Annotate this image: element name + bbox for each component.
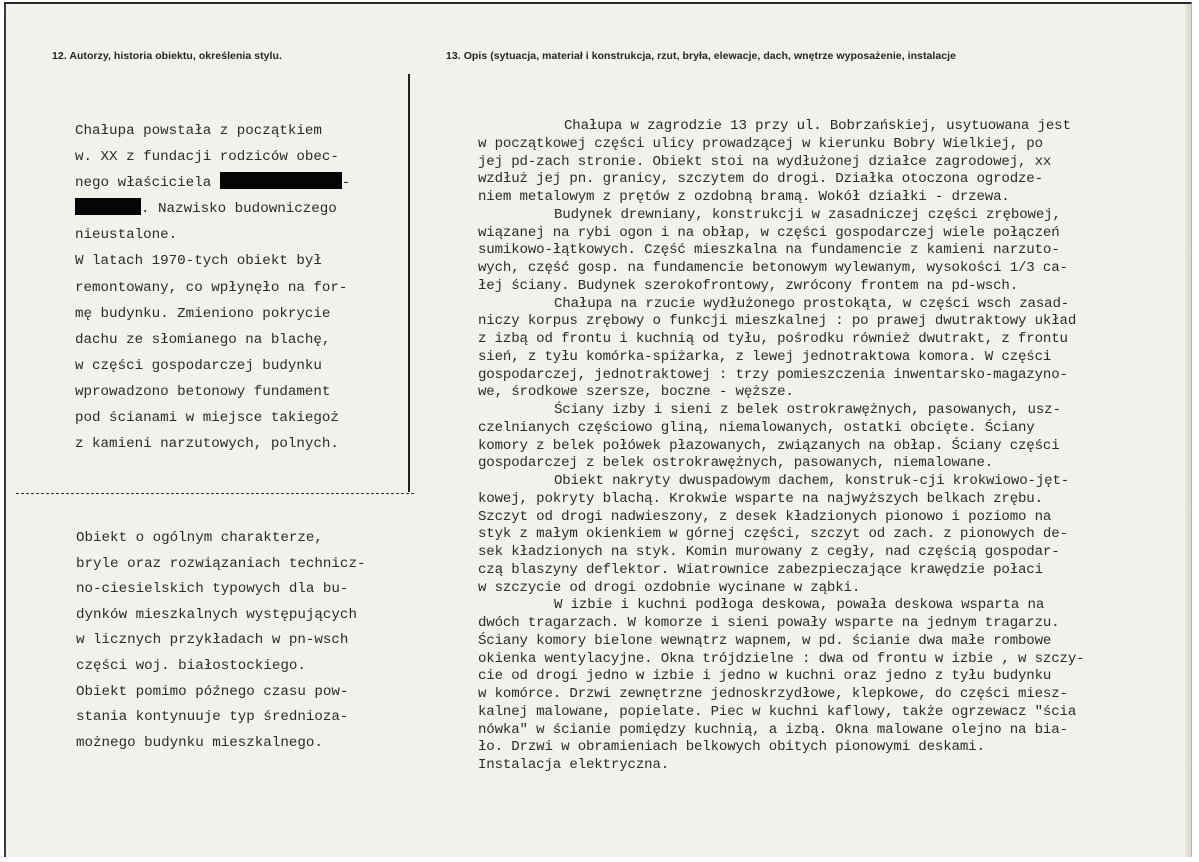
text-line: Instalacja elektryczna.	[478, 757, 670, 773]
text-line	[478, 118, 1084, 136]
text-line: sień, z tyłu komórka-spiżarka, z lewej jednotraktowa komora. W części	[478, 348, 1052, 365]
text-line: bryle oraz rozwiązaniach technicz-	[76, 555, 366, 572]
text-fragment: -	[341, 175, 351, 192]
text-line: cie od drogi jedno w izbie i jedno w kuchni oraz jedno z tyłu budynku	[478, 668, 1052, 685]
text-line: wzdłuż jej pn. granicy, szczytem do drogi. Działka otoczona ogrodze-	[478, 171, 1043, 188]
style-text	[76, 526, 365, 756]
text-line	[478, 473, 1084, 491]
text-fragment: . Nazwisko budowniczego	[141, 201, 337, 218]
text-line: ło. Drzwi w obramieniach belkowych obitych pionowymi deskami.	[478, 739, 985, 756]
text-fragment: Chałupa w zagrodzie 13 przy ul. Bobrzańskiej, usytuowana jest	[564, 118, 1071, 134]
text-line: w początkowej części ulicy prowadzącej w kierunku Bobry Wielkiej, po	[478, 135, 1043, 152]
text-line: dwóch tragarzach. W komorze i sieni powały wsparte na jednym tragarzu.	[478, 615, 1060, 631]
text-line: niem metalowym z prętów z ozdobną bramą. Wokół działki - drzewa.	[478, 189, 1010, 205]
text-line: sumikowo-łątkowych. Część mieszkalna na fundamencie z kamieni narzuto-	[478, 242, 1060, 259]
text-line: Szczyt od drogi nadwieszony, z desek kładzionych pionowo i poziomo na	[478, 508, 1052, 525]
text-line: remontowany, co wpłynęło na for-	[75, 279, 348, 296]
text-line	[478, 296, 1084, 314]
text-line: w szczycie od drogi ozdobnie wycinane w ząbki.	[478, 579, 861, 596]
text-line: Obiekt pomimo późnego czasu pow-	[76, 683, 349, 700]
text-line: czelnianych częściowo gliną, niemalowanych, ostatki obcięte. Ściany	[478, 419, 1035, 436]
text-line: mę budynku. Zmieniono pokrycie	[75, 305, 331, 322]
text-line: kowej, pokryty blachą. Krokwie wsparte na najwyższych belkach zrębu.	[478, 490, 1043, 507]
column-divider	[408, 74, 410, 492]
text-line: stania kontynuuje typ średnioza-	[76, 709, 349, 726]
text-line: w. XX z fundacji rodziców obec-	[75, 149, 339, 166]
text-fragment: Obiekt nakryty dwuspadowym dachem, konstruk-cji krokwiowo-jęt-	[554, 473, 1070, 489]
text-line: Chałupa powstała z początkiem	[75, 123, 322, 139]
text-fragment: nego właściciela	[75, 175, 220, 192]
text-line: wiązanej na rybi ogon i na obłap, w części gospodarczej wiele połączeń	[478, 224, 1060, 241]
text-line: wprowadzono betonowy fundament	[75, 383, 331, 400]
text-line: gospodarczej z belek ostrokrawężnych, pasowanych, niemalowane.	[478, 455, 994, 472]
form-sheet	[4, 2, 1192, 857]
text-line: dynków mieszkalnych występujących	[76, 606, 357, 623]
text-line: Ściany komory bielone wewnątrz wapnem, w pd. ścianie dwa małe rombowe	[478, 632, 1052, 649]
text-line: we, środkowe szersze, boczne - węższe.	[478, 384, 794, 401]
text-line	[478, 207, 1084, 225]
text-line: możnego budynku mieszkalnego.	[76, 734, 323, 751]
text-line	[478, 597, 1084, 615]
text-line: czą blaszyny deflektor. Wiatrownice zabezpieczające krawędzie połaci	[478, 561, 1043, 578]
text-line: W latach 1970-tych obiekt był	[75, 253, 322, 270]
text-line: łej ściany. Budynek szerokofrontowy, zwrócony frontem na pd-wsch.	[478, 277, 1018, 294]
text-line: Obiekt o ogólnym charakterze,	[76, 530, 323, 546]
text-line: z kamieni narzutowych, polnych.	[75, 436, 339, 453]
text-line: sek kładzionych na styk. Komin murowany z cegły, nad częścią gospodar-	[478, 544, 1060, 560]
text-fragment: W izbie i kuchni podłoga deskowa, powała deskowa wsparta na	[554, 597, 1045, 614]
text-line: w części gospodarczej budynku	[75, 357, 322, 374]
text-line: gospodarczej, jednotraktowej : trzy pomieszczenia inwentarsko-magazyno-	[478, 366, 1068, 383]
text-line: w komórce. Drzwi zewnętrzne jednoskrzydłowe, klepkowe, do części miesz-	[478, 686, 1068, 702]
text-fragment: Chałupa na rzucie wydłużonego prostokąta, w części wsch zasad-	[554, 295, 1070, 312]
text-line	[75, 196, 350, 222]
text-line: dachu ze słomianego na blachę,	[75, 331, 331, 348]
text-line: z izbą od frontu i kuchnią od tyłu, pośrodku również dwutrakt, z frontu	[478, 331, 1068, 347]
text-line: no-ciesielskich typowych dla bu-	[76, 581, 349, 598]
text-line: jej pd-zach stronie. Obiekt stoi na wydłużonej działce zagrodowej, xx	[478, 153, 1052, 170]
text-line: nieustalone.	[75, 227, 178, 244]
text-line: niczy korpus zrębowy o funkcji mieszkalnej : po prawej dwutraktowy układ	[478, 313, 1077, 330]
left-section-divider	[16, 493, 414, 494]
text-line: wych, część gosp. na fundamencie betonowym wylewanym, wysokości 1/3 ca-	[478, 260, 1068, 276]
text-line: komory z belek połówek płazowanych, związanych na obłap. Ściany części	[478, 437, 1060, 454]
description-text	[478, 118, 1084, 775]
text-line	[75, 170, 350, 196]
section-13-heading: 13. Opis (sytuacja, materiał i konstrukcja, rzut, bryła, elewacje, dach, wnętrze wyposażenie, instalacje	[446, 50, 956, 62]
text-line: kalnej malowane, popielate. Piec w kuchni kaflowy, także ogrzewacz "ścia	[478, 703, 1077, 720]
page-edge	[1185, 4, 1191, 857]
text-line: styk z małym okienkiem w górnej części, szczyt od zach. z pionowych de-	[478, 526, 1068, 543]
section-12-heading: 12. Autorzy, historia obiektu, określenia stylu.	[52, 50, 282, 62]
redaction-bar	[75, 198, 141, 215]
text-line: nówka" w ścianie pomiędzy kuchnią, a izbą. Okna malowane olejno na bia-	[478, 721, 1068, 738]
redaction-bar	[220, 172, 342, 189]
text-line: części woj. białostockiego.	[76, 657, 306, 674]
history-text	[75, 118, 350, 457]
text-fragment: Ściany izby i sieni z belek ostrokrawężnych, pasowanych, usz-	[554, 402, 1061, 418]
text-line: okienka wentylacyjne. Okna trójdzielne : dwa od frontu w izbie , w szczy-	[478, 650, 1085, 667]
text-line: w licznych przykładach w pn-wsch	[76, 632, 349, 649]
text-line: pod ścianami w miejsce takiegoż	[75, 410, 339, 427]
text-fragment: Budynek drewniany, konstrukcji w zasadniczej części zrębowej,	[554, 206, 1061, 223]
text-line	[478, 402, 1084, 420]
